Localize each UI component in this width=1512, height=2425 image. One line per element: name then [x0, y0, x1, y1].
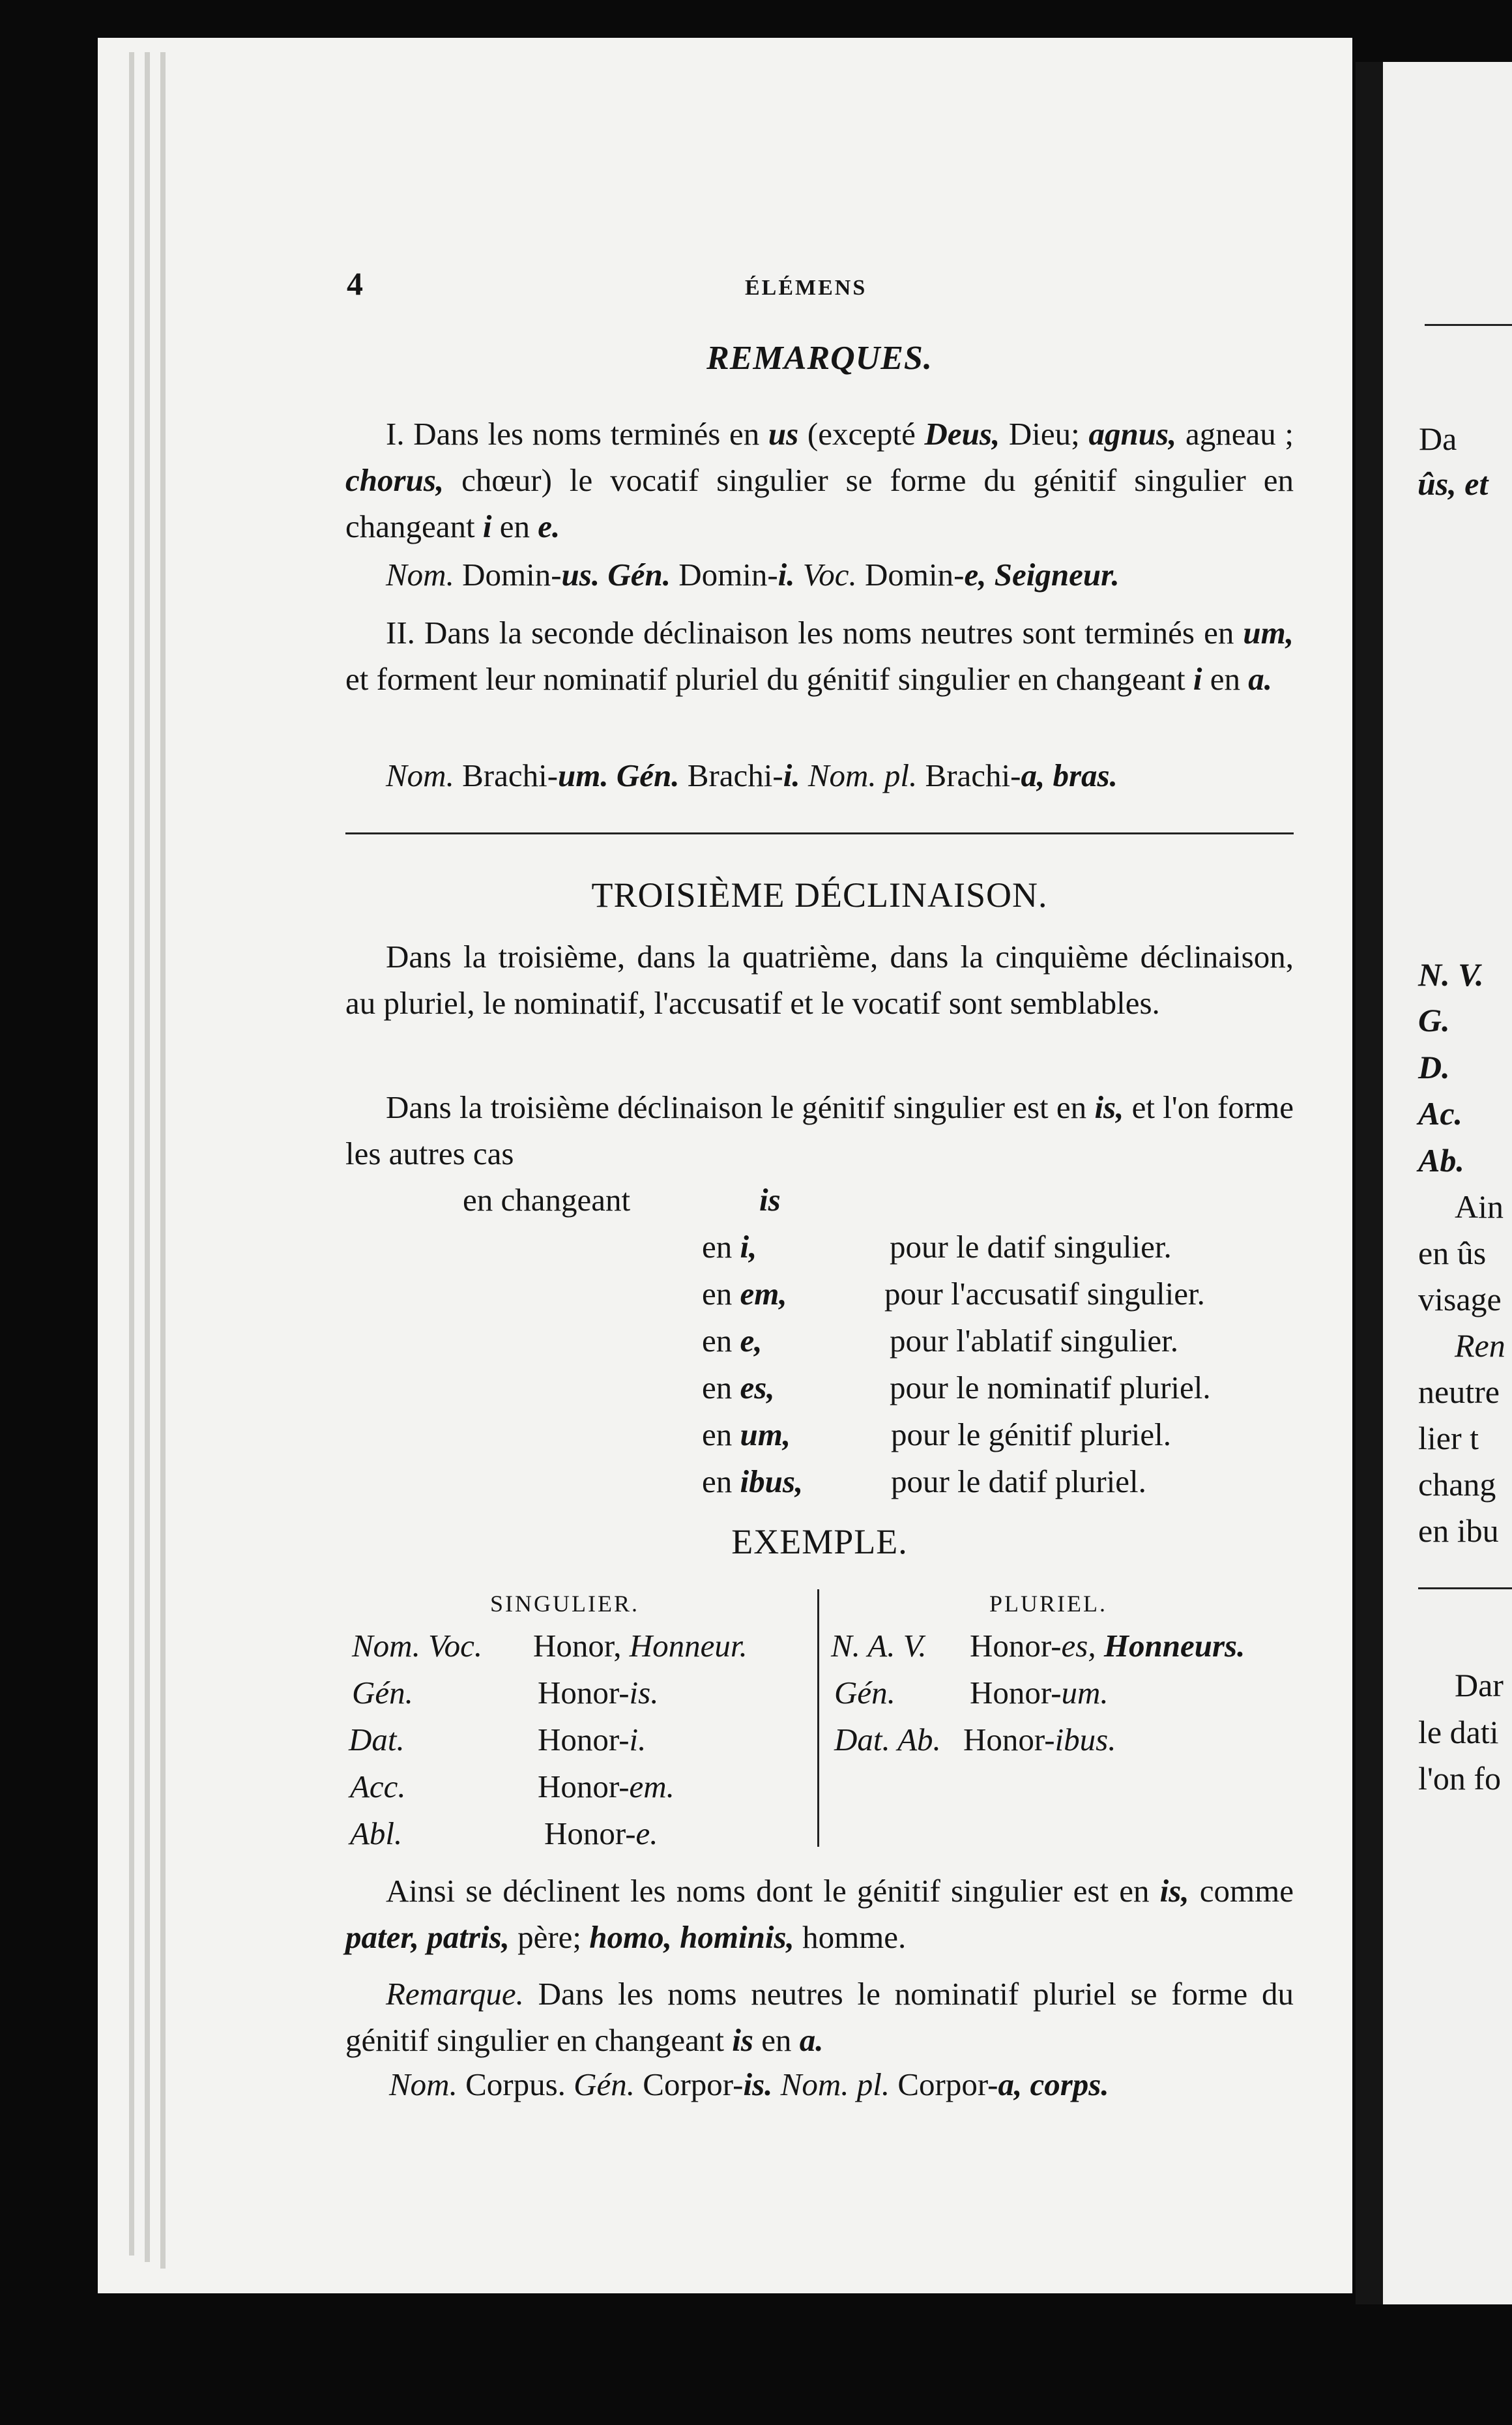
ainsi-text: père; [509, 1919, 590, 1955]
stem: Corpor- [890, 2066, 998, 2102]
changing-from: is [759, 1182, 781, 1218]
sing-form [538, 1764, 675, 1810]
stem: Brachi- [454, 757, 559, 793]
change-use: pour le datif pluriel. [891, 1463, 1146, 1499]
plur-form [963, 1717, 1116, 1763]
right-page-line: en ibu [1418, 1512, 1499, 1549]
change-use: pour l'ablatif singulier. [890, 1323, 1178, 1359]
running-head: ÉLÉMENS [745, 276, 867, 300]
r1-text: chœur) le vocatif singulier se forme du génitif singulier en changeant [345, 462, 1294, 544]
right-page-line: Ren [1455, 1327, 1505, 1364]
change-row [702, 1224, 757, 1270]
singulier-head: SINGULIER. [490, 1591, 639, 1617]
stem: Honor- [538, 1722, 630, 1757]
stem: Brachi- [917, 757, 1021, 793]
pluriel-head: PLURIEL. [989, 1591, 1107, 1617]
case-label: Dat. [349, 1722, 405, 1757]
remarque-paragraph [345, 1971, 1294, 2063]
ending: um. [1061, 1675, 1109, 1711]
translation: Honneur. [621, 1628, 748, 1664]
ainsi-text: Ainsi se déclinent les noms dont le génitif singulier est en [386, 1873, 1160, 1909]
change-row [702, 1365, 775, 1411]
troisieme-p2 [345, 1084, 1294, 1177]
sing-form [538, 1670, 658, 1716]
stem: Honor- [538, 1675, 630, 1711]
corpus-example [389, 2062, 1109, 2108]
right-page-line: l'on fo [1418, 1760, 1502, 1797]
stem: Corpor- [635, 2066, 744, 2102]
right-page-line: G. [1418, 1002, 1450, 1038]
book-spine [1356, 62, 1383, 2304]
r1-us: us [768, 416, 799, 452]
change-use: pour le datif singulier. [890, 1229, 1172, 1265]
right-page-line: Da [1419, 420, 1457, 457]
change-row [702, 1271, 787, 1317]
case-label: Gén. [600, 557, 671, 593]
troisieme-p1-text: Dans la troisième, dans la quatrième, dans la cinquième déclinaison, au pluriel, le nominatif, l'accusatif et le vocatif sont semblables. [345, 939, 1294, 1021]
page-number: 4 [347, 265, 363, 302]
case-label: Gén. [565, 2066, 635, 2102]
case-label: Abl. [350, 1815, 403, 1851]
ending: e, [964, 557, 987, 593]
case-label: Acc. [350, 1769, 406, 1804]
remarque-a: a. [799, 2022, 824, 2058]
r1-text: Dieu; [1000, 416, 1089, 452]
ending: is. [629, 1675, 659, 1711]
stem: Honor- [970, 1628, 1062, 1664]
plur-form [970, 1670, 1109, 1716]
remarques-title: REMARQUES. [706, 340, 933, 377]
ending: a, [998, 2066, 1023, 2102]
right-page-line: neutre [1418, 1374, 1500, 1410]
right-page-line: en ûs [1418, 1235, 1487, 1271]
r1-text: agneau ; [1176, 416, 1294, 452]
ainsi-pater: pater, patris, [345, 1919, 510, 1955]
ending: em. [629, 1769, 675, 1804]
suffix: em, [740, 1276, 787, 1312]
ending: a, [1021, 757, 1045, 793]
exemple-title: EXEMPLE. [731, 1522, 908, 1561]
stem: Domin- [856, 557, 965, 593]
changing-label: en changeant [463, 1182, 631, 1218]
right-page-line: N. V. [1418, 956, 1484, 993]
r1-chorus: chorus, [345, 462, 444, 498]
en: en [702, 1229, 740, 1265]
case-label: Nom. [386, 757, 454, 793]
case-label: Gén. [608, 757, 680, 793]
right-page-line: visage [1418, 1281, 1502, 1317]
case-label: Gén. [352, 1675, 413, 1711]
remarque-text: en [753, 2022, 800, 2058]
case-label: Dat. Ab. [834, 1722, 941, 1757]
suffix: es, [740, 1370, 775, 1405]
stem: Domin- [670, 557, 778, 593]
stem: Honor, [533, 1628, 622, 1664]
r1-example [386, 552, 1120, 598]
suffix: um, [740, 1417, 791, 1452]
ainsi-text: comme [1189, 1873, 1294, 1909]
ending: us. [561, 557, 600, 593]
en: en [702, 1370, 740, 1405]
column-divider [817, 1589, 819, 1847]
ending: i. [783, 757, 800, 793]
r1-e: e. [538, 508, 560, 544]
sing-form [533, 1623, 748, 1669]
right-page-line: lier t [1418, 1420, 1479, 1456]
stem: Honor- [544, 1815, 636, 1851]
case-label: Nom. [389, 2066, 458, 2102]
r1-text: en [491, 508, 538, 544]
change-row [702, 1412, 791, 1458]
suffix: i, [740, 1229, 757, 1265]
r2-text: en [1202, 661, 1249, 697]
ending: e. [635, 1815, 658, 1851]
stem: Honor- [538, 1769, 630, 1804]
page-edge [160, 52, 166, 2269]
page-edge [145, 52, 150, 2262]
right-page-line: Ain [1455, 1188, 1504, 1225]
case-label: Nom. [386, 557, 454, 593]
ending: i. [629, 1722, 647, 1757]
case-label: N. A. V. [831, 1628, 927, 1664]
r1-deus: Deus, [924, 416, 1000, 452]
change-use: pour le nominatif pluriel. [890, 1370, 1211, 1405]
ending: is. [743, 2066, 773, 2102]
r2-text: II. Dans la seconde déclinaison les noms neutres sont terminés en [386, 615, 1243, 651]
page-edge [129, 52, 134, 2256]
translation: corps. [1022, 2066, 1109, 2102]
ending: um. [558, 757, 609, 793]
change-use: pour le génitif pluriel. [891, 1417, 1171, 1452]
p2-text: Dans la troisième déclinaison le génitif singulier est en [386, 1089, 1095, 1125]
remarque-is: is [732, 2022, 753, 2058]
r2-i: i [1193, 661, 1202, 697]
r2-text: et forment leur nominatif pluriel du génitif singulier en changeant [345, 661, 1193, 697]
case-label: Nom. pl. [772, 2066, 890, 2102]
change-row [702, 1459, 803, 1505]
ainsi-text: homme. [794, 1919, 907, 1955]
plur-form [970, 1623, 1245, 1669]
stem: Honor- [970, 1675, 1062, 1711]
right-page-line: ûs, et [1418, 465, 1489, 502]
stem: Domin- [454, 557, 562, 593]
case-label: Gén. [834, 1675, 895, 1711]
right-page-line: Dar [1455, 1667, 1504, 1703]
section-rule [345, 832, 1294, 834]
right-page-line: chang [1418, 1466, 1496, 1503]
ainsi-is: is, [1159, 1873, 1189, 1909]
r2-um: um, [1243, 615, 1294, 651]
translation: Seigneur. [986, 557, 1120, 593]
r1-agnus: agnus, [1088, 416, 1177, 452]
right-rule [1425, 324, 1512, 326]
stem: Corpus. [457, 2066, 566, 2102]
remarque-2 [345, 610, 1294, 702]
remarque-label: Remarque. [386, 1976, 524, 2012]
suffix: ibus, [740, 1463, 804, 1499]
en: en [702, 1463, 740, 1499]
translation: bras. [1045, 757, 1118, 793]
right-page-line: le dati [1418, 1714, 1499, 1750]
case-label: Voc. [794, 557, 857, 593]
r1-text: (excepté [798, 416, 925, 452]
en: en [702, 1323, 740, 1359]
en: en [702, 1276, 740, 1312]
stem: Honor- [963, 1722, 1055, 1757]
ainsi-paragraph [345, 1868, 1294, 1960]
right-page [1383, 62, 1512, 2304]
change-use: pour l'accusatif singulier. [884, 1276, 1205, 1312]
right-page-line: D. [1418, 1049, 1450, 1085]
case-label: Nom. Voc. [352, 1628, 483, 1664]
p2-is: is, [1094, 1089, 1124, 1125]
right-page-line: Ab. [1418, 1142, 1464, 1179]
troisieme-p1 [345, 933, 1294, 1026]
r2-example [386, 753, 1118, 799]
r2-a: a. [1248, 661, 1272, 697]
ainsi-homo: homo, hominis, [589, 1919, 794, 1955]
right-rule [1418, 1587, 1512, 1589]
translation: Honneurs. [1096, 1628, 1245, 1664]
remarque-1 [345, 411, 1294, 550]
stem: Brachi- [679, 757, 783, 793]
r1-i: i [482, 508, 492, 544]
p2-text: et l'on forme les autres cas [345, 1089, 1294, 1171]
en: en [702, 1417, 740, 1452]
ending: i. [778, 557, 795, 593]
ending: es, [1061, 1628, 1096, 1664]
change-row [702, 1318, 763, 1364]
suffix: e, [740, 1323, 763, 1359]
troisieme-title: TROISIÈME DÉCLINAISON. [591, 875, 1048, 915]
sing-form [544, 1811, 658, 1857]
remarque-text: Dans les noms neutres le nominatif pluriel se forme du génitif singulier en changeant [345, 1976, 1294, 2058]
case-label: Nom. pl. [800, 757, 918, 793]
ending: ibus. [1054, 1722, 1116, 1757]
right-page-line: Ac. [1418, 1095, 1463, 1132]
sing-form [538, 1717, 646, 1763]
r1-text: I. Dans les noms terminés en [386, 416, 768, 452]
